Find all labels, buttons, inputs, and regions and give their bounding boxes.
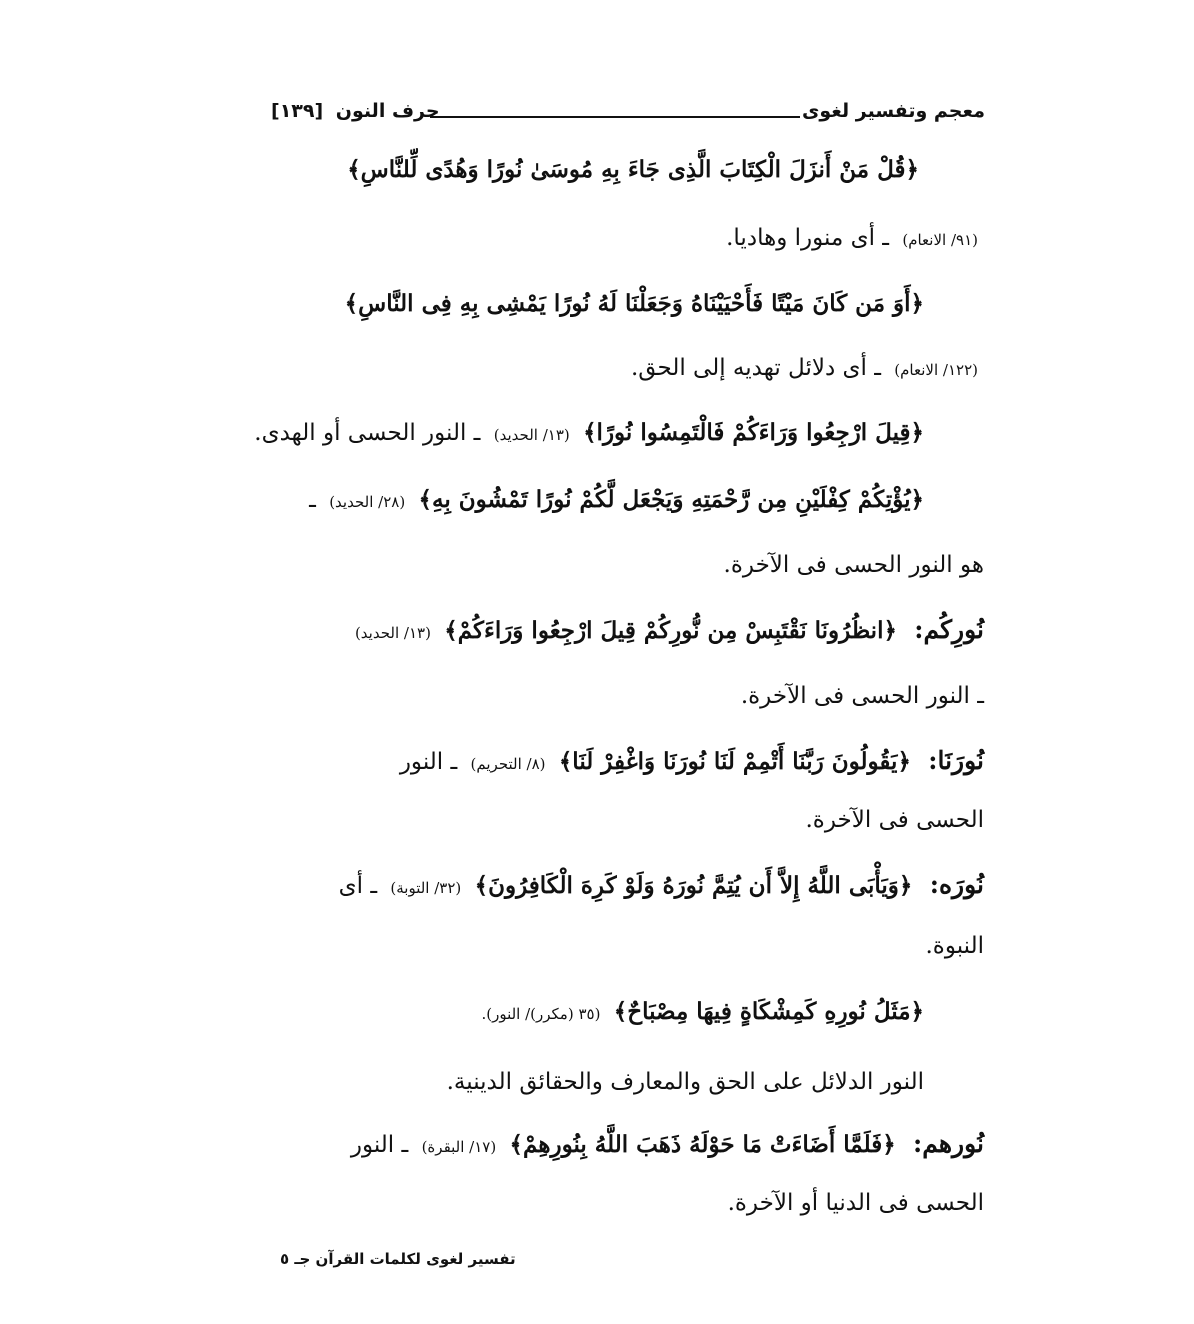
line-8 <box>349 610 984 653</box>
header-section <box>265 100 440 122</box>
line-7 <box>724 545 984 585</box>
verse-reference: (٣٥ (مكرر)/ النور). <box>481 1005 601 1023</box>
header-rule <box>430 116 800 118</box>
explanation-text: ـ أى دلائل تهديه إلى الحق. <box>631 355 881 381</box>
explanation-text: ـ أى منورا وهاديا. <box>726 225 890 251</box>
dash: ـ <box>309 487 316 513</box>
verse-reference: (٩١/ الانعام) <box>902 231 978 249</box>
section-name: حرف النون <box>335 100 440 122</box>
verse-reference: (٢٨/ الحديد) <box>329 493 406 511</box>
line-13 <box>925 926 984 966</box>
line-5 <box>254 413 924 455</box>
quran-quote: ﴿قُلْ مَنْ أَنزَلَ الْكِتَابَ الَّذِى جَاءَ بِهِ مُوسَىٰ نُورًا وَهُدًى لِّلنَّاسِ﴾ <box>347 156 919 183</box>
verse-reference: (١٣/ الحديد) <box>493 426 570 444</box>
book-title: معجم وتفسير لغوى <box>801 100 985 122</box>
quran-quote: ﴿مَثَلُ نُورِهِ كَمِشْكَاةٍ فِيهَا مِصْبَاحٌ﴾ <box>613 998 924 1025</box>
line-14 <box>475 992 924 1034</box>
explanation-text: هو النور الحسى فى الآخرة. <box>723 552 984 578</box>
verse-reference: (١٣/ الحديد) <box>354 624 431 642</box>
line-6 <box>309 480 924 522</box>
quran-quote: ﴿فَلَمَّا أَضَاءَتْ مَا حَوْلَهُ ذَهَبَ اللَّهُ بِنُورِهِمْ﴾ <box>509 1131 896 1158</box>
verse-reference: (١٧/ البقرة) <box>421 1138 497 1156</box>
page-footer: تفسير لغوى لكلمات القرآن جـ ٥ <box>280 1250 516 1268</box>
line-4 <box>631 348 984 390</box>
explanation-text: ـ النور الحسى فى الآخرة. <box>740 683 984 709</box>
page-header <box>265 100 985 134</box>
line-1 <box>347 150 919 190</box>
quran-quote: ﴿أَوَ مَن كَانَ مَيْتًا فَأَحْيَيْنَاهُ وَجَعَلْنَا لَهُ نُورًا يَمْشِى بِهِ فِى النَّاسِ﴾ <box>344 290 924 317</box>
entry-term: نُورَنَا: <box>928 746 984 775</box>
quran-quote: ﴿يَقُولُونَ رَبَّنَا أَتْمِمْ لَنَا نُورَنَا وَاغْفِرْ لَنَا﴾ <box>558 748 911 775</box>
line-12 <box>339 865 984 908</box>
explanation-text: الحسى فى الآخرة. <box>805 807 984 833</box>
page-number: [١٣٩] <box>271 100 324 122</box>
explanation-text: النور الدلائل على الحق والمعارف والحقائق الدينية. <box>446 1069 924 1095</box>
line-11 <box>806 800 985 840</box>
line-9 <box>741 676 984 716</box>
quran-quote: ﴿انظُرُونَا نَقْتَبِسْ مِن نُّورِكُمْ قِيلَ ارْجِعُوا وَرَاءَكُمْ﴾ <box>444 617 897 644</box>
explanation-text: ـ النور الحسى أو الهدى. <box>254 420 481 446</box>
verse-reference: (٨/ التحريم) <box>470 755 546 773</box>
line-16 <box>351 1124 984 1167</box>
quran-quote: ﴿يُؤْتِكُمْ كِفْلَيْنِ مِن رَّحْمَتِهِ وَيَجْعَل لَّكُمْ نُورًا تَمْشُونَ بِهِ﴾ <box>418 486 924 513</box>
explanation-text: النبوة. <box>925 933 984 959</box>
verse-reference: (٣٢/ التوبة) <box>390 879 462 897</box>
entry-term: نُورَه: <box>929 870 984 899</box>
line-3 <box>345 284 924 324</box>
explanation-text: ـ النور <box>350 1132 409 1158</box>
explanation-text: ـ النور <box>399 749 458 775</box>
entry-term: نُورِكُم: <box>914 615 984 644</box>
explanation-text: ـ أى <box>338 873 378 899</box>
quran-quote: ﴿قِيلَ ارْجِعُوا وَرَاءَكُمْ فَالْتَمِسُوا نُورًا﴾ <box>583 419 924 446</box>
quran-quote: ﴿وَيَأْبَى اللَّهُ إِلاَّ أَن يُتِمَّ نُورَهُ وَلَوْ كَرِهَ الْكَافِرُونَ﴾ <box>474 872 913 899</box>
line-10 <box>400 741 984 784</box>
explanation-text: الحسى فى الدنيا أو الآخرة. <box>727 1190 984 1216</box>
line-17 <box>728 1183 984 1223</box>
entry-term: نُورهم: <box>913 1129 984 1158</box>
line-15 <box>447 1062 924 1102</box>
verse-reference: (١٢٢/ الانعام) <box>894 361 978 379</box>
line-2 <box>726 218 984 260</box>
